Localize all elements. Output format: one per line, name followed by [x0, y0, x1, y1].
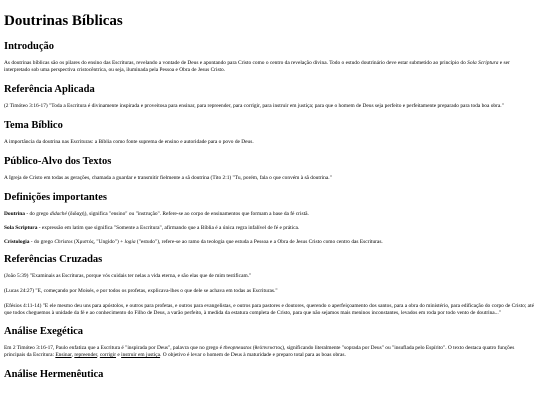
definition-term: Sola Scriptura [4, 225, 38, 231]
exegesis-separator: , [97, 352, 100, 358]
definition-text: - do grego [29, 239, 55, 245]
reference-heading: Referência Aplicada [4, 84, 95, 95]
cross-reference-item: (Efésios 4:11-14) "E ele mesmo deu uns para apóstolos, e outros para profetas, e outros para evangelistas, e outros para pastores e doutores, querendo o aperfeiçoamento dos santos, para a obra do ministério, para edificação do corpo de Cristo; até que todos cheguemos à unidade da fé e ao conhecimento do Filho de Deus, a varão perfeito, à medida da estatura completa de Cristo, para que não sejamos mais meninos inconstantes, levados em roda por todo vento de doutrina..." [4, 303, 534, 316]
hermeneutic-section [4, 368, 536, 381]
intro-text [4, 60, 536, 74]
intro-emphasis: Sola Scriptura [467, 60, 499, 66]
cross-references-section [4, 253, 536, 317]
definition-emphasis: logia [124, 239, 136, 245]
reference-text: (2 Timóteo 3:16-17) "Toda a Escritura é divinamente inspirada e proveitosa para ensinar, para repreender, para corrigir, para instruir em justiça; para que o homem de Deus seja perfeito e perfeitamente preparado para toda boa obra." [4, 103, 504, 109]
cross-references-heading: Referências Cruzadas [4, 254, 103, 265]
exegesis-underline: repreender [74, 352, 98, 358]
audience-heading: Público-Alvo dos Textos [4, 156, 112, 167]
definition-emphasis: didaché [49, 211, 67, 217]
exegesis-underline: Ensinar [55, 352, 72, 358]
exegesis-separator: , [71, 352, 75, 358]
definitions-heading: Definições importantes [4, 192, 107, 203]
audience-text: A Igreja de Cristo em todas as gerações, chamada a guardar e transmitir fielmente a sã doutrina (Tito 2:1) "Tu, porém, fala o que convém à sã doutrina." [4, 175, 332, 181]
definition-emphasis: Christos [54, 239, 73, 245]
definition-text: ("estudo"), refere-se ao ramo da teologia que estuda a Pessoa e a Obra de Jesus Cristo como centro das Escrituras. [135, 239, 383, 245]
exegesis-underline: instruir em justiça [121, 352, 161, 358]
definitions-section [4, 191, 536, 246]
definition-text: - do grego [24, 211, 50, 217]
exegesis-underline: corrigir [99, 352, 117, 358]
theme-text: A importância da doutrina nas Escrituras: a Bíblia como fonte suprema de ensino e autoridade para o povo de Deus. [4, 139, 254, 145]
intro-section [4, 40, 536, 74]
definition-item [4, 239, 536, 246]
exegesis-heading: Análise Exegética [4, 326, 84, 337]
theme-section [4, 119, 536, 146]
cross-reference-item: (João 5:39) "Examinais as Escrituras, porque vós cuidais ter nelas a vida eterna, e são elas que de mim testificam." [4, 273, 252, 279]
reference-section [4, 83, 536, 110]
exegesis-emphasis: theopneustos [223, 345, 252, 351]
audience-section [4, 155, 536, 182]
exegesis-separator: e [116, 352, 122, 358]
page-title: Doutrinas Bíblicas [4, 13, 123, 29]
intro-heading: Introdução [4, 41, 54, 52]
definition-item [4, 225, 536, 232]
cross-reference-item: (Lucas 24:27) "E, começando por Moisés, e por todos os profetas, explicava-lhes o que dele se achava em todas as Escrituras." [4, 288, 278, 294]
hermeneutic-heading: Análise Hermenêutica [4, 369, 104, 380]
definition-text: (διδαχή), significa "ensino" ou "instrução". Refere-se ao corpo de ensinamentos que formam a base da fé cristã. [66, 211, 309, 217]
theme-heading: Tema Bíblico [4, 120, 63, 131]
exegesis-text-part: (θεόπνευστος), significando literalmente "soprada por Deus" ou "insuflada pelo Espírito". O texto destaca quatro funções principais da Escritura: [4, 345, 515, 358]
intro-text-part: e ser interpretado sob uma perspectiva cristocêntrica, ou seja, iluminada pela Pessoa e Obra de Jesus Cristo. [4, 60, 510, 73]
definition-term: Cristologia [4, 239, 30, 245]
exegesis-text-part: . O objetivo é levar o homem de Deus à maturidade e preparo total para as boas obras. [160, 352, 346, 358]
exegesis-text [4, 345, 536, 359]
definition-term: Doutrina [4, 211, 25, 217]
definition-text: (Χριστός, "Ungido") + [72, 239, 125, 245]
intro-text-part: As doutrinas bíblicas são os pilares do ensino das Escrituras, revelando a vontade de Deus e apontando para Cristo como o centro da revelação divina. Todo o estudo doutrinário deve estar submetido ao princípio do [4, 60, 468, 66]
exegesis-text-part: Em 2 Timóteo 3:16-17, Paulo enfatiza que a Escritura é "inspirada por Deus", palavra que no grego é [4, 345, 224, 351]
definition-text: - expressão em latim que significa "Somente a Escritura", afirmando que a Bíblia é a única regra infalível de fé e prática. [37, 225, 300, 231]
exegesis-section [4, 325, 536, 359]
definition-item [4, 211, 536, 218]
